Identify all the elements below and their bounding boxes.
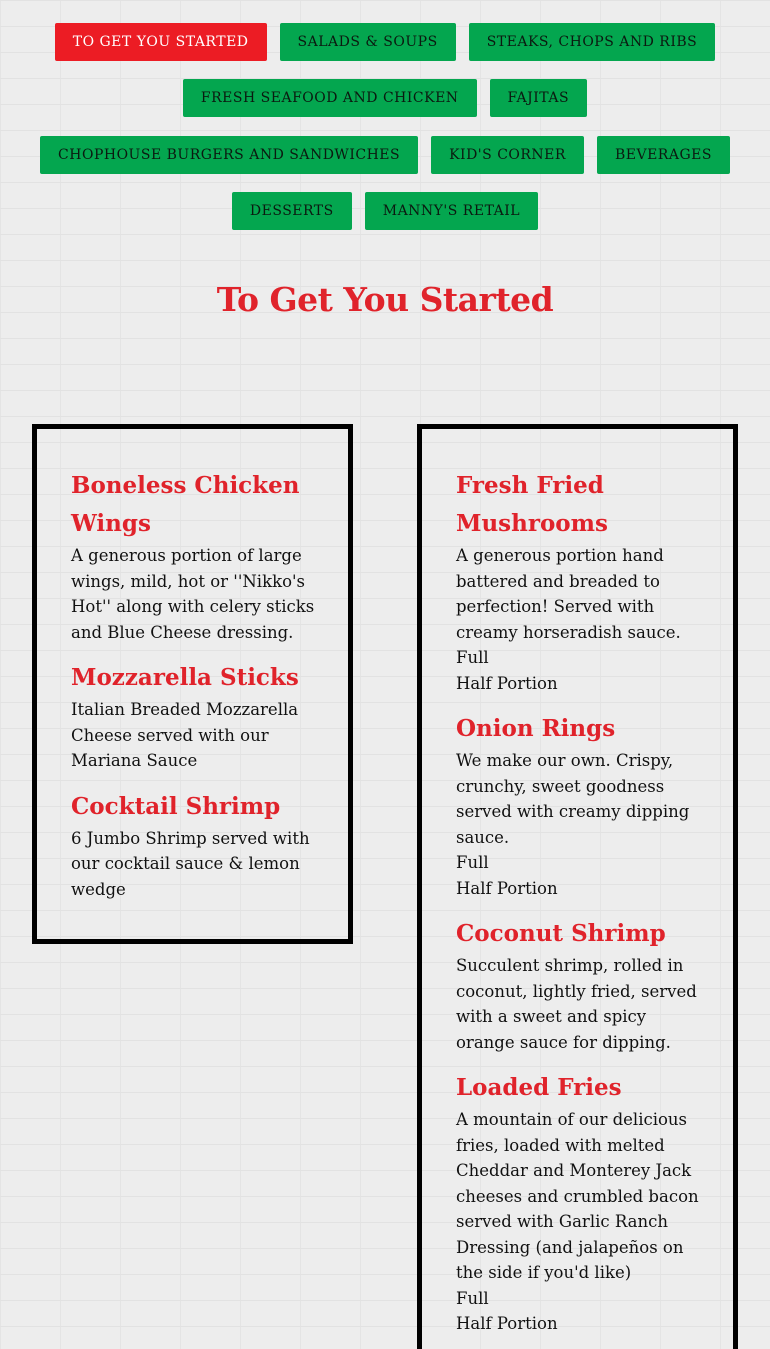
menu-item: [71, 788, 321, 903]
menu-item: [456, 467, 706, 696]
nav-button-to-get-you-started[interactable]: TO GET YOU STARTED: [55, 23, 267, 61]
nav-button-salads-soups[interactable]: SALADS & SOUPS: [280, 23, 456, 61]
menu-item-name: Boneless Chicken Wings: [71, 472, 300, 537]
menu-item-name: Mozzarella Sticks: [71, 664, 299, 691]
nav-button-chophouse-burgers-sandwiches[interactable]: CHOPHOUSE BURGERS AND SANDWICHES: [40, 136, 418, 174]
menu-list-left: [71, 467, 321, 916]
menu-item: [456, 915, 706, 1055]
menu-item-description: A generous portion of large wings, mild, hot or ''Nikko's Hot'' along with celery sticks and Blue Cheese dressing.: [71, 546, 315, 642]
portion-option-half: Half Portion: [456, 1314, 558, 1333]
menu-item-description: We make our own. Crispy, crunchy, sweet goodness served with creamy dipping sauce.: [456, 751, 690, 847]
menu-item-name: Coconut Shrimp: [456, 920, 666, 947]
section-title: To Get You Started: [216, 280, 554, 319]
menu-item-description: 6 Jumbo Shrimp served with our cocktail sauce & lemon wedge: [71, 828, 310, 899]
menu-item-description: Italian Breaded Mozzarella Cheese served with our Mariana Sauce: [71, 700, 299, 770]
menu-item-description: A generous portion hand battered and breaded to perfection! Served with creamy horseradish sauce.: [456, 546, 681, 642]
menu-item: [456, 1069, 706, 1337]
nav-button-mannys-retail[interactable]: MANNY'S RETAIL: [365, 192, 538, 230]
menu-item-name: Cocktail Shrimp: [71, 792, 281, 820]
menu-item-description: Succulent shrimp, rolled in coconut, lightly fried, served with a sweet and spicy orange sauce for dipping.: [456, 956, 697, 1052]
portion-option-half: Half Portion: [456, 878, 558, 898]
nav-button-kids-corner[interactable]: KID'S CORNER: [431, 136, 584, 174]
portion-option-half: Half Portion: [456, 673, 558, 693]
menu-item-name: Fresh Fried Mushrooms: [456, 472, 608, 537]
menu-item: [71, 467, 321, 645]
nav-button-fajitas[interactable]: FAJITAS: [490, 79, 588, 117]
menu-item-name: Onion Rings: [456, 715, 616, 742]
menu-card-left: [32, 424, 353, 944]
nav-button-fresh-seafood-chicken[interactable]: FRESH SEAFOOD AND CHICKEN: [183, 79, 477, 117]
menu-item-name: Loaded Fries: [456, 1074, 622, 1101]
portion-option-full: Full: [456, 1288, 489, 1308]
nav-button-desserts[interactable]: DESSERTS: [232, 192, 352, 230]
menu-item: [71, 659, 321, 774]
nav-button-steaks-chops-ribs[interactable]: STEAKS, CHOPS AND RIBS: [469, 23, 716, 61]
portion-option-full: Full: [456, 853, 489, 872]
nav-button-beverages[interactable]: BEVERAGES: [597, 136, 730, 174]
menu-card-right: [417, 424, 738, 1349]
category-nav-row-2: [0, 79, 770, 117]
menu-list-right: [456, 467, 706, 1349]
menu-item: [456, 710, 706, 901]
category-nav-row-4: [0, 192, 770, 230]
portion-option-full: Full: [456, 648, 489, 667]
menu-item-description: A mountain of our delicious fries, loaded with melted Cheddar and Monterey Jack cheeses and crumbled bacon served with Garlic Ranch Dressing (and jalapeños on the side if you'd like): [456, 1110, 699, 1282]
category-nav-row-1: [0, 23, 770, 61]
category-nav-row-3: [0, 136, 770, 174]
